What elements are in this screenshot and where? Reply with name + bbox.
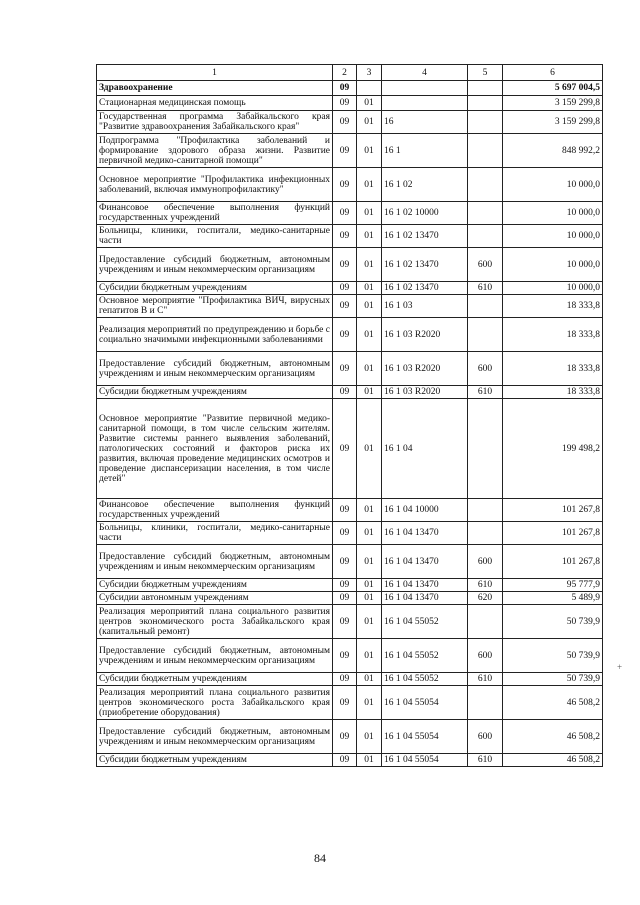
table-row [97,499,603,522]
row-name-cell: Реализация мероприятий плана социального развития центров экономического роста Забайкальского края (капитальный ремонт) [97,605,333,639]
budget-table-sheet [96,64,602,767]
row-expense-type-cell [468,686,503,720]
row-amount-cell: 3 159 299,8 [503,111,603,134]
row-name-cell: Предоставление субсидий бюджетным, автономным учреждениям и иным некоммерческим организациям [97,352,333,386]
table-row [97,522,603,545]
row-section-cell: 09 [333,168,357,202]
row-name-cell: Финансовое обеспечение выполнения функций государственных учреждений [97,202,333,225]
table-row [97,96,603,111]
row-amount-cell: 101 267,8 [503,499,603,522]
row-amount-cell: 10 000,0 [503,225,603,248]
row-section-cell: 09 [333,545,357,579]
row-expense-type-cell: 610 [468,754,503,767]
row-amount-cell: 101 267,8 [503,522,603,545]
row-expense-type-cell [468,295,503,318]
row-amount-cell: 18 333,8 [503,295,603,318]
row-section-cell: 09 [333,96,357,111]
row-subsection-cell: 01 [357,225,382,248]
row-amount-cell: 848 992,2 [503,134,603,168]
row-target-article-cell: 16 1 04 13470 [382,579,468,592]
margin-mark: + [617,662,623,672]
row-target-article-cell: 16 1 02 13470 [382,282,468,295]
page-number: 84 [314,851,326,865]
row-target-article-cell: 16 1 04 13470 [382,592,468,605]
row-section-cell: 09 [333,352,357,386]
row-expense-type-cell: 600 [468,248,503,282]
row-section-cell: 09 [333,295,357,318]
header-cell: 5 [468,65,503,81]
row-expense-type-cell [468,605,503,639]
row-section-cell: 09 [333,754,357,767]
row-amount-cell: 18 333,8 [503,352,603,386]
table-row [97,248,603,282]
row-amount-cell: 46 508,2 [503,686,603,720]
row-expense-type-cell [468,96,503,111]
table-row [97,202,603,225]
row-amount-cell: 50 739,9 [503,605,603,639]
row-expense-type-cell [468,111,503,134]
row-section-cell: 09 [333,202,357,225]
header-cell: 1 [97,65,333,81]
row-expense-type-cell: 610 [468,282,503,295]
row-section-cell: 09 [333,111,357,134]
table-row [97,579,603,592]
row-name-cell: Реализация мероприятий по предупреждению и борьбе с социально значимыми инфекционными заболеваниями [97,318,333,352]
row-section-cell: 09 [333,592,357,605]
row-subsection-cell: 01 [357,499,382,522]
row-name-cell: Стационарная медицинская помощь [97,96,333,111]
row-target-article-cell: 16 1 03 R2020 [382,318,468,352]
row-expense-type-cell [468,81,503,96]
row-section-cell: 09 [333,399,357,499]
row-section-cell: 09 [333,134,357,168]
header-cell: 6 [503,65,603,81]
row-name-cell: Субсидии бюджетным учреждениям [97,673,333,686]
row-name-cell: Субсидии автономным учреждениям [97,592,333,605]
row-expense-type-cell: 600 [468,352,503,386]
row-amount-cell: 199 498,2 [503,399,603,499]
row-target-article-cell: 16 1 04 13470 [382,522,468,545]
row-expense-type-cell [468,168,503,202]
row-name-cell: Предоставление субсидий бюджетным, автономным учреждениям и иным некоммерческим организациям [97,720,333,754]
row-target-article-cell [382,81,468,96]
row-expense-type-cell [468,202,503,225]
row-section-cell: 09 [333,579,357,592]
row-target-article-cell: 16 1 03 [382,295,468,318]
row-expense-type-cell: 620 [468,592,503,605]
row-subsection-cell [357,81,382,96]
row-section-cell: 09 [333,386,357,399]
row-subsection-cell: 01 [357,686,382,720]
table-row [97,592,603,605]
row-name-cell: Больницы, клиники, госпитали, медико-санитарные части [97,522,333,545]
row-section-cell: 09 [333,522,357,545]
row-subsection-cell: 01 [357,522,382,545]
row-target-article-cell: 16 [382,111,468,134]
row-section-cell: 09 [333,720,357,754]
row-target-article-cell: 16 1 02 [382,168,468,202]
row-amount-cell: 10 000,0 [503,248,603,282]
row-expense-type-cell [468,499,503,522]
row-section-cell: 09 [333,673,357,686]
row-section-cell: 09 [333,81,357,96]
row-target-article-cell: 16 1 04 55054 [382,720,468,754]
row-expense-type-cell [468,399,503,499]
row-target-article-cell: 16 1 02 13470 [382,248,468,282]
row-subsection-cell: 01 [357,202,382,225]
row-subsection-cell: 01 [357,295,382,318]
table-row [97,545,603,579]
table-row [97,111,603,134]
row-amount-cell: 5 697 004,5 [503,81,603,96]
row-amount-cell: 46 508,2 [503,754,603,767]
row-subsection-cell: 01 [357,282,382,295]
table-row [97,754,603,767]
row-name-cell: Реализация мероприятий плана социального развития центров экономического роста Забайкальского края (приобретение оборудования) [97,686,333,720]
row-subsection-cell: 01 [357,592,382,605]
table-row [97,386,603,399]
row-target-article-cell: 16 1 04 55054 [382,754,468,767]
row-name-cell: Основное мероприятие "Развитие первичной медико-санитарной помощи, в том числе сельским жителям. Развитие системы раннего выявления заболеваний, патологических состояний и факторов риска их развития, включая проведение медицинских осмотров и проведение диспансеризации населения, в том числе детей" [97,399,333,499]
row-name-cell: Субсидии бюджетным учреждениям [97,386,333,399]
row-amount-cell: 101 267,8 [503,545,603,579]
row-expense-type-cell: 610 [468,386,503,399]
row-name-cell: Субсидии бюджетным учреждениям [97,579,333,592]
row-expense-type-cell: 610 [468,673,503,686]
row-target-article-cell: 16 1 04 55052 [382,673,468,686]
row-target-article-cell: 16 1 [382,134,468,168]
table-row [97,399,603,499]
row-target-article-cell: 16 1 04 10000 [382,499,468,522]
row-subsection-cell: 01 [357,399,382,499]
table-row [97,605,603,639]
row-subsection-cell: 01 [357,248,382,282]
row-amount-cell: 18 333,8 [503,386,603,399]
table-row [97,81,603,96]
table-row [97,295,603,318]
row-subsection-cell: 01 [357,352,382,386]
row-subsection-cell: 01 [357,639,382,673]
row-target-article-cell: 16 1 04 13470 [382,545,468,579]
row-target-article-cell: 16 1 04 55054 [382,686,468,720]
row-subsection-cell: 01 [357,168,382,202]
row-target-article-cell: 16 1 04 [382,399,468,499]
table-row [97,225,603,248]
header-cell: 2 [333,65,357,81]
row-target-article-cell: 16 1 04 55052 [382,639,468,673]
row-amount-cell: 3 159 299,8 [503,96,603,111]
header-cell: 4 [382,65,468,81]
row-expense-type-cell [468,134,503,168]
row-subsection-cell: 01 [357,673,382,686]
row-section-cell: 09 [333,225,357,248]
row-subsection-cell: 01 [357,134,382,168]
row-amount-cell: 10 000,0 [503,282,603,295]
table-row [97,168,603,202]
row-subsection-cell: 01 [357,605,382,639]
row-name-cell: Субсидии бюджетным учреждениям [97,282,333,295]
table-row [97,318,603,352]
budget-table [96,64,603,767]
row-target-article-cell [382,96,468,111]
row-name-cell: Субсидии бюджетным учреждениям [97,754,333,767]
row-subsection-cell: 01 [357,579,382,592]
row-target-article-cell: 16 1 03 R2020 [382,386,468,399]
row-name-cell: Здравоохранение [97,81,333,96]
table-row [97,282,603,295]
row-name-cell: Основное мероприятие "Профилактика ВИЧ, вирусных гепатитов В и С" [97,295,333,318]
row-name-cell: Больницы, клиники, госпитали, медико-санитарные части [97,225,333,248]
row-amount-cell: 50 739,9 [503,673,603,686]
row-name-cell: Финансовое обеспечение выполнения функций государственных учреждений [97,499,333,522]
row-amount-cell: 18 333,8 [503,318,603,352]
row-amount-cell: 10 000,0 [503,168,603,202]
row-subsection-cell: 01 [357,111,382,134]
row-section-cell: 09 [333,499,357,522]
header-cell: 3 [357,65,382,81]
row-name-cell: Предоставление субсидий бюджетным, автономным учреждениям и иным некоммерческим организациям [97,248,333,282]
row-target-article-cell: 16 1 03 R2020 [382,352,468,386]
row-name-cell: Предоставление субсидий бюджетным, автономным учреждениям и иным некоммерческим организациям [97,639,333,673]
row-name-cell: Подпрограмма "Профилактика заболеваний и формирование здорового образа жизни. Развитие первичной медико-санитарной помощи" [97,134,333,168]
table-row [97,134,603,168]
row-expense-type-cell: 600 [468,720,503,754]
row-subsection-cell: 01 [357,754,382,767]
row-expense-type-cell [468,318,503,352]
row-expense-type-cell: 600 [468,545,503,579]
row-expense-type-cell [468,522,503,545]
row-amount-cell: 95 777,9 [503,579,603,592]
table-row [97,352,603,386]
row-target-article-cell: 16 1 04 55052 [382,605,468,639]
row-name-cell: Государственная программа Забайкальского края "Развитие здравоохранения Забайкальского края" [97,111,333,134]
row-expense-type-cell [468,225,503,248]
row-name-cell: Предоставление субсидий бюджетным, автономным учреждениям и иным некоммерческим организациям [97,545,333,579]
row-subsection-cell: 01 [357,545,382,579]
row-expense-type-cell: 600 [468,639,503,673]
row-subsection-cell: 01 [357,720,382,754]
row-amount-cell: 50 739,9 [503,639,603,673]
row-amount-cell: 5 489,9 [503,592,603,605]
table-row [97,673,603,686]
row-subsection-cell: 01 [357,96,382,111]
row-subsection-cell: 01 [357,318,382,352]
row-name-cell: Основное мероприятие "Профилактика инфекционных заболеваний, включая иммунопрофилактику" [97,168,333,202]
row-target-article-cell: 16 1 02 13470 [382,225,468,248]
table-row [97,686,603,720]
row-section-cell: 09 [333,282,357,295]
row-expense-type-cell: 610 [468,579,503,592]
table-row [97,639,603,673]
table-header-row [97,65,603,81]
row-target-article-cell: 16 1 02 10000 [382,202,468,225]
row-amount-cell: 10 000,0 [503,202,603,225]
row-section-cell: 09 [333,248,357,282]
row-subsection-cell: 01 [357,386,382,399]
table-row [97,720,603,754]
row-amount-cell: 46 508,2 [503,720,603,754]
row-section-cell: 09 [333,686,357,720]
row-section-cell: 09 [333,318,357,352]
row-section-cell: 09 [333,605,357,639]
row-section-cell: 09 [333,639,357,673]
